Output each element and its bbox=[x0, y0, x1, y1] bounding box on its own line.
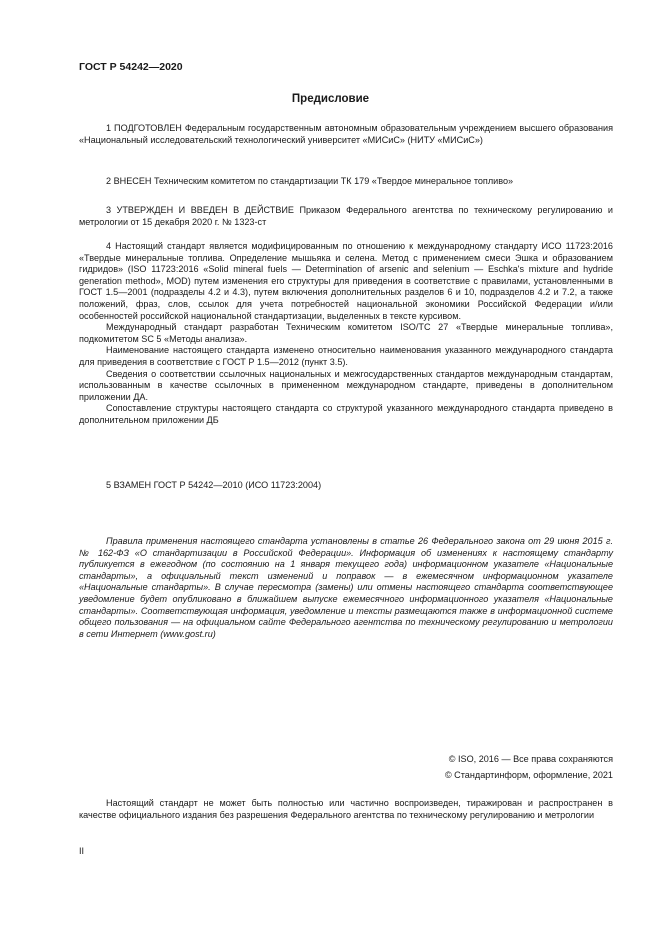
reproduction-notice-text: Настоящий стандарт не может быть полностью или частично воспроизведен, тиражирован и распространен в качестве официального издания без разрешения Федерального агентства по техническому регулированию и метрологии bbox=[79, 798, 613, 820]
standard-code: ГОСТ Р 54242—2020 bbox=[79, 61, 183, 73]
section-4-paragraph: Международный стандарт разработан Техническим комитетом ISO/TC 27 «Твердые минеральные топлива», подкомитетом SC 5 «Методы анализа». bbox=[79, 322, 613, 344]
copyright-iso: © ISO, 2016 — Все права сохраняются bbox=[448, 754, 613, 764]
copyright-standartinform: © Стандартинформ, оформление, 2021 bbox=[444, 770, 613, 780]
section-4-paragraph: Наименование настоящего стандарта изменено относительно наименования указанного международного стандарта для приведения в соответствие с ГОСТ Р 1.5—2012 (пункт 3.5). bbox=[79, 345, 613, 367]
section-2 bbox=[79, 176, 613, 188]
section-3-text: 3 УТВЕРЖДЕН И ВВЕДЕН В ДЕЙСТВИЕ Приказом Федерального агентства по техническому регулированию и метрологии от 15 декабря 2020 г. № 1323-ст bbox=[79, 205, 613, 227]
section-1-text: 1 ПОДГОТОВЛЕН Федеральным государственным автономным образовательным учреждением высшего образования «Национальный исследовательский технологический университет «МИСиС» (НИТУ «МИСиС») bbox=[79, 123, 613, 145]
section-4-paragraph: Сопоставление структуры настоящего стандарта со структурой указанного международного стандарта приведено в дополнительном приложении ДБ bbox=[79, 403, 613, 425]
section-2-text: 2 ВНЕСЕН Техническим комитетом по стандартизации ТК 179 «Твердое минеральное топливо» bbox=[106, 176, 514, 186]
section-4 bbox=[79, 241, 613, 427]
page-title: Предисловие bbox=[291, 93, 370, 105]
section-3 bbox=[79, 205, 613, 228]
page-number: II bbox=[79, 846, 85, 856]
section-5 bbox=[79, 480, 613, 492]
section-5-text: 5 ВЗАМЕН ГОСТ Р 54242—2010 (ИСО 11723:2004) bbox=[106, 480, 322, 490]
section-4-paragraph: Сведения о соответствии ссылочных национальных и межгосударственных стандартов международным стандартам, использованным в качестве ссылочных в примененном международном стандарте, приведены в дополнительном приложении ДА. bbox=[79, 368, 613, 402]
application-rules-text: Правила применения настоящего стандарта установлены в статье 26 Федерального закона от 29 июня 2015 г. № 162-ФЗ «О стандартизации в Российской Федерации». Информация об изменениях к настоящему стандарту публикуется в ежегодном (по состоянию на 1 января текущего года) информационном указателе «Национальные стандарты», а официальный текст изменений и поправок — в ежемесячном информационном указателе «Национальные стандарты». В случае пересмотра (замены) или отмены настоящего стандарта соответствующее уведомление будет опубликовано в ближайшем выпуске ежемесячного информационного указателя «Национальные стандарты». Соответствующая информация, уведомление и тексты размещаются также в информационной системе общего пользования — на официальном сайте Федерального агентства по техническому регулированию и метрологии в сети Интернет (www.gost.ru) bbox=[79, 536, 613, 639]
section-4-paragraph: 4 Настоящий стандарт является модифицированным по отношению к международному стандарту ИСО 11723:2016 «Твердые минеральные топлива. Определение мышьяка и селена. Метод с применением смеси Эшка и образованием гидридов» (ISO 11723:2016 «Solid mineral fuels — Determination of arsenic and selenium — Eschka's mixture and hydride generation method», MOD) путем изменения его структуры для приведения в соответствие с правилами, установленными в ГОСТ 1.5—2001 (подразделы 4.2 и 4.3), путем включения дополнительных разделов 6 и 10, подразделов 4.2 и 7.2, а также положений, фраз, слов, ссылок для учета потребностей национальной экономики Российской Федерации и/или особенностей российской национальной стандартизации, выделенных в тексте курсивом. bbox=[79, 241, 613, 321]
section-1 bbox=[79, 123, 613, 146]
reproduction-notice bbox=[79, 798, 613, 821]
application-rules-notice bbox=[79, 536, 613, 640]
